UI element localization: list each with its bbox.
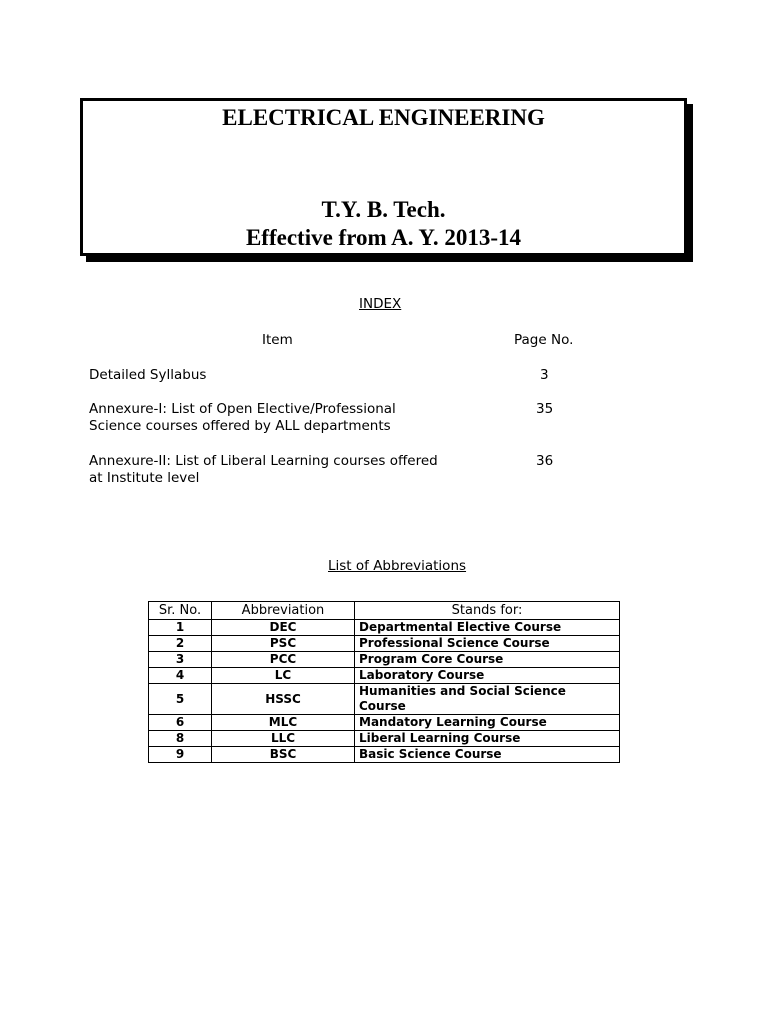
index-col-item: Item bbox=[262, 332, 293, 348]
effective-year: Effective from A. Y. 2013-14 bbox=[245, 225, 522, 250]
sr-no-cell: 3 bbox=[149, 652, 212, 668]
table-row bbox=[149, 715, 620, 731]
sr-no-cell: 9 bbox=[149, 747, 212, 763]
abbreviations-title: List of Abbreviations bbox=[328, 558, 467, 574]
index-item: Detailed Syllabus bbox=[89, 367, 207, 383]
index-page: 36 bbox=[536, 453, 554, 469]
stands-for-cell: Professional Science Course bbox=[355, 636, 620, 652]
abbreviation-cell: PCC bbox=[212, 652, 355, 668]
index-item: Annexure-I: List of Open Elective/Professional bbox=[89, 401, 396, 417]
index-title: INDEX bbox=[359, 296, 402, 312]
sr-no-cell: 2 bbox=[149, 636, 212, 652]
sr-no-cell: 1 bbox=[149, 620, 212, 636]
table-header-row bbox=[149, 602, 620, 620]
table-row bbox=[149, 620, 620, 636]
stands-for-cell: Program Core Course bbox=[355, 652, 620, 668]
index-item-continued: at Institute level bbox=[89, 470, 200, 486]
sr-no-cell: 4 bbox=[149, 668, 212, 684]
table-row bbox=[149, 668, 620, 684]
title-box bbox=[80, 98, 687, 256]
abbreviation-cell: LC bbox=[212, 668, 355, 684]
index-col-page: Page No. bbox=[514, 332, 574, 348]
table-row bbox=[149, 684, 620, 715]
index-item-continued: Science courses offered by ALL departments bbox=[89, 418, 391, 434]
stands-for-cell: Humanities and Social Science Course bbox=[355, 684, 620, 715]
stands-for-cell: Basic Science Course bbox=[355, 747, 620, 763]
table-row bbox=[149, 747, 620, 763]
department-title: ELECTRICAL ENGINEERING bbox=[222, 105, 545, 130]
sr-no-cell: 5 bbox=[149, 684, 212, 715]
index-page: 35 bbox=[536, 401, 554, 417]
sr-no-cell: 8 bbox=[149, 731, 212, 747]
table-row bbox=[149, 652, 620, 668]
table-row bbox=[149, 636, 620, 652]
abbreviation-cell: DEC bbox=[212, 620, 355, 636]
stands-for-cell: Departmental Elective Course bbox=[355, 620, 620, 636]
abbreviations-table bbox=[148, 601, 620, 763]
sr-no-cell: 6 bbox=[149, 715, 212, 731]
abbreviation-cell: MLC bbox=[212, 715, 355, 731]
table-row bbox=[149, 731, 620, 747]
stands-for-cell: Laboratory Course bbox=[355, 668, 620, 684]
abbreviation-cell: LLC bbox=[212, 731, 355, 747]
index-item: Annexure-II: List of Liberal Learning courses offered bbox=[89, 453, 438, 469]
column-header: Stands for: bbox=[355, 602, 620, 620]
abbreviation-cell: PSC bbox=[212, 636, 355, 652]
abbreviation-cell: BSC bbox=[212, 747, 355, 763]
column-header: Abbreviation bbox=[212, 602, 355, 620]
stands-for-cell: Liberal Learning Course bbox=[355, 731, 620, 747]
abbreviation-cell: HSSC bbox=[212, 684, 355, 715]
program-title: T.Y. B. Tech. bbox=[321, 197, 446, 222]
index-page: 3 bbox=[540, 367, 549, 383]
stands-for-cell: Mandatory Learning Course bbox=[355, 715, 620, 731]
column-header: Sr. No. bbox=[149, 602, 212, 620]
